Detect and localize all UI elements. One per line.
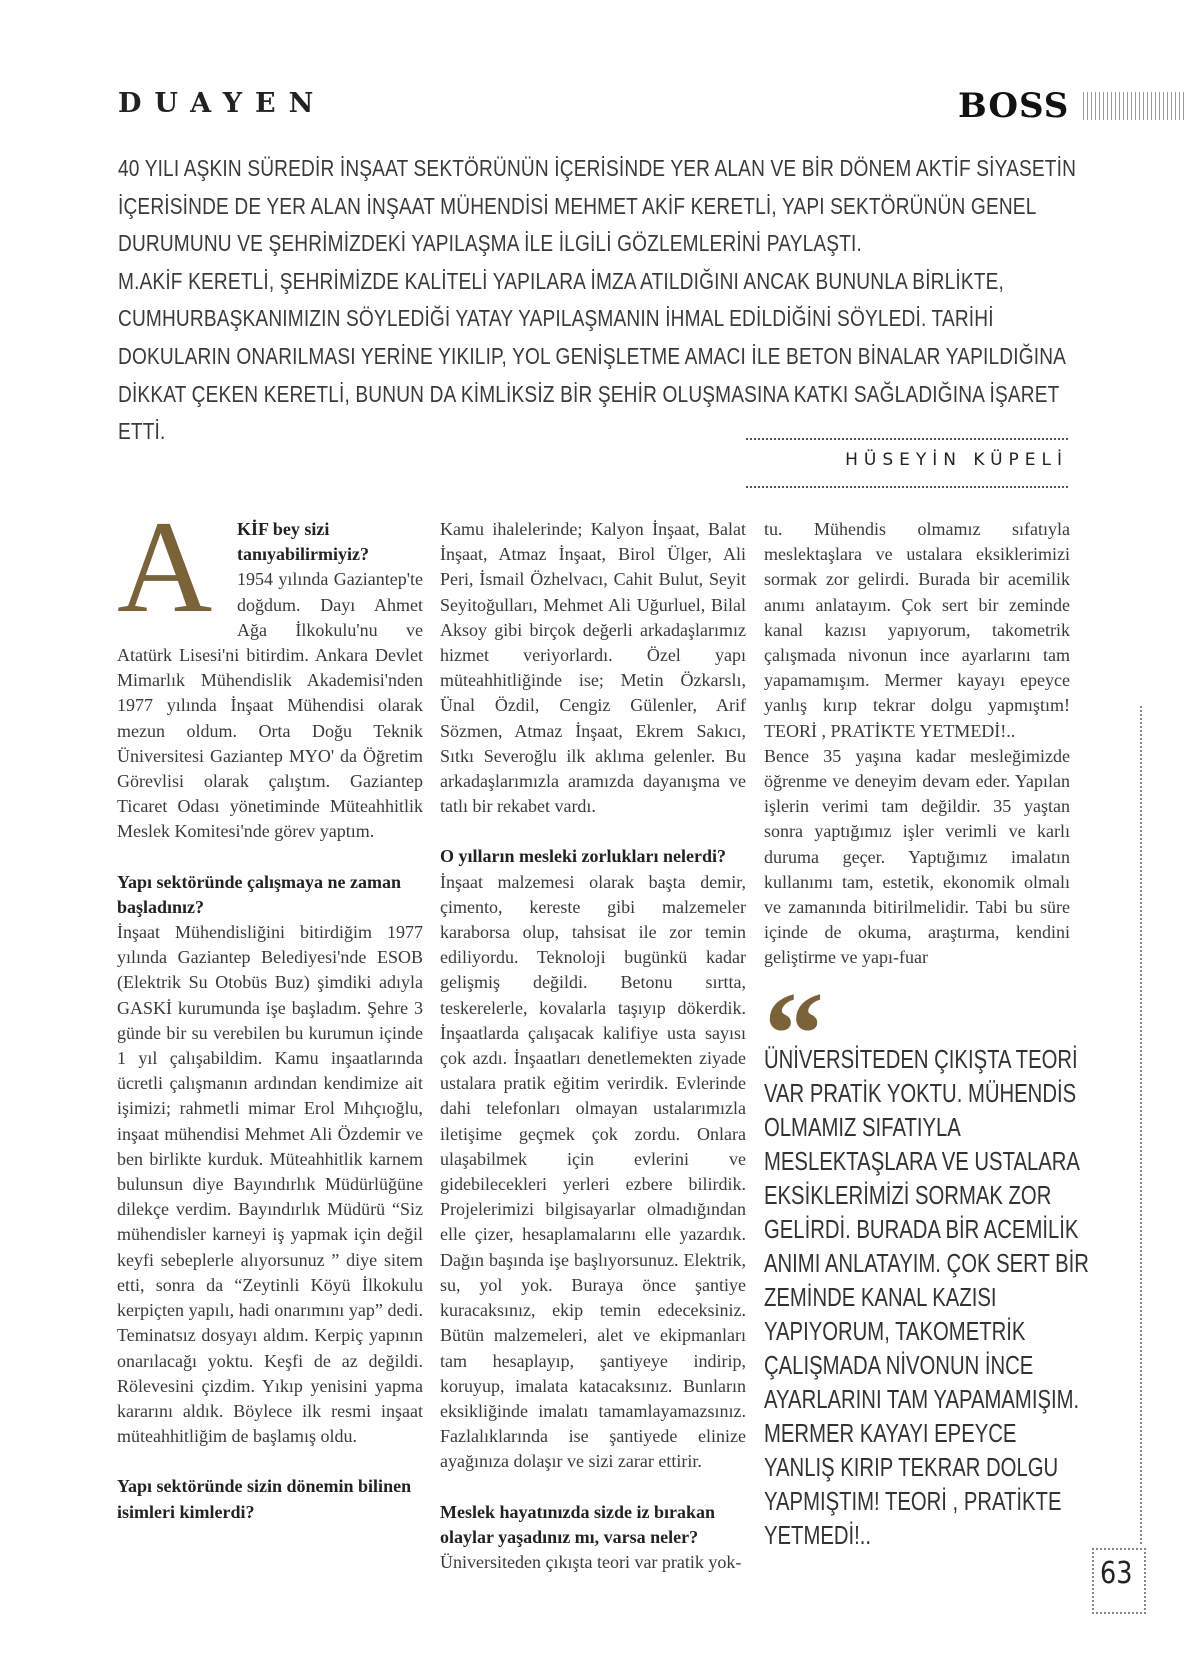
lead-paragraph: M.AKİF KERETLİ, ŞEHRİMİZDE KALİTELİ YAPILARA İMZA ATILDIĞINI ANCAK BUNUNLA BİRLİKTE, CUMHURBAŞKANIMIZIN SÖYLEDİĞİ YATAY YAPILAŞMANIN İHMAL EDİLDİĞİNİ SÖYLEDİ. TARİHİ DOKULARIN ONARILMASI YERİNE YIKILIP, YOL GENİŞLETME AMACI İLE BETON BİNALAR YAPILDIĞINA DİKKAT ÇEKEN KERETLİ, BUNUN DA KİMLİKSİZ BİR ŞEHİR OLUŞMASINA KATKI SAĞLADIĞINA İŞARET ETTİ.	[118, 267, 1065, 445]
article-column-3	[764, 517, 1070, 971]
author-name: HÜSEYİN KÜPELİ	[845, 450, 1068, 470]
interview-answer: tu. Mühendis olmamız sıfatıyla meslektaşlara ve ustalara eksiklerimizi sormak zor gelirdi. Burada bir acemilik anımı anlatayım. Çok sert bir zeminde kanal kazısı yapıyorum, takometrik çalışmada nivonun ince ayarlarını tam yapamamışım. Mermer kayayı epeyce yanlış kırıp tekrar dolgu yapmıştım! TEORİ , PRATİKTE YETMEDİ!..	[764, 519, 1070, 741]
interview-question: Yapı sektöründe çalışmaya ne zaman başladınız?	[117, 871, 402, 917]
interview-answer: Üniversiteden çıkışta teori var pratik yok-	[440, 1551, 742, 1572]
interview-answer: İnşaat malzemesi olarak başta demir, çimento, kereste gibi malzemeler karaborsa olup, tahsisat ile zor temin ediliyordu. Teknoloji bugünkü kadar gelişmiş değildi. Betonu sırtta, teskerelerle, kovalarla taşıyıp dökerdik. İnşaatlarda çalışacak kalifiye usta sayısı çok azdı. İnşaatları denetlemekten ziyade ustalara pratik eğitim verirdik. Evlerinde dahi telefonları olmayan ustalarımızla iletişime geçmek çok zordu. Onlara ulaşabilmek için evlerini ve gidebilecekleri yerleri ezbere bilirdik. Projelerimizi bilgisayarlar olmadığından elle çizer, hesaplamalarını elle yazardık. Dağın başında işe başlıyorsunuz. Elektrik, su, yol yok. Buraya önce şantiye kuracaksınız, ekip temin edeceksiniz. Bütün malzemeleri, alet ve ekipmanları tam hesaplayıp, şantiyeye indirip, koruyup, imalata katacaksınız. Bunların eksikliğinde imalatı tamamlayamazsınız. Fazlalıklarında ise şantiyede elinize ayağınıza dolaşır ve sizi zarar ettirir.	[440, 871, 746, 1472]
brand-logo: BOSS	[958, 86, 1070, 126]
interview-answer: İnşaat Mühendisliğini bitirdiğim 1977 yılında Gaziantep Belediyesi'nde ESOB (Elektrik Su Otobüs Buz) şimdiki adıyla GASKİ kurumunda işe başladım. Şehre 3 günde bir su verebilen bu kurumun içinde 1 yıl çalışabildim. Kamu inşaatlarında ücretli çalışmanın ardından kendimize ait işimizi; rahmetli mimar Erol Mıhçıoğlu, inşaat mühendisi Mehmet Ali Özdemir ve ben birlikte kurduk. Müteahhitlik karnem bulunsun diye Bayındırlık Müdürlüğüne dilekçe verdim. Bayındırlık Müdürü “Siz mühendisler karneyi iş yapmak için değil keyfi sebeplerle alıyorsunuz ” diye sitem etti, sonra da “Zeytinli Köyü İlkokulu kerpiçten yapılı, hadi onarımını yap” dedi. Teminatsız dosyayı aldım. Kerpiç yapının onarılacağı yoktu. Keşfi de az değildi. Rölevesini çizdim. Yıkıp yenisini yapma kararını aldık. Böylece ilk resmi inşaat müteahhitliğim de başlamış oldu.	[117, 922, 423, 1447]
interview-answer: Bence 35 yaşına kadar mesleğimizde öğrenme ve deneyim devam eder. Yapılan işlerin verimi tam değildir. 35 yaştan sonra yaptığımız işler verimli ve karlı duruma geçer. Yaptığımız imalatın kullanımı tam, estetik, ekonomik olmalı ve zamanında bitirilmelidir. Tabi bu süre içinde de okuma, araştırma, kendini geliştirme ve yapı-fuar	[764, 745, 1070, 968]
side-dotted-divider	[1140, 706, 1143, 1544]
interview-question: KİF bey sizi tanıyabilirmiyiz?	[237, 519, 369, 565]
author-byline	[746, 438, 1068, 488]
interview-question: O yılların mesleki zorlukları nelerdi?	[440, 846, 726, 867]
lead-intro	[118, 150, 1081, 451]
lead-paragraph: 40 YILI AŞKIN SÜREDİR İNŞAAT SEKTÖRÜNÜN İÇERİSİNDE YER ALAN VE BİR DÖNEM AKTİF SİYASETİN İÇERİSİNDE DE YER ALAN İNŞAAT MÜHENDİSİ MEHMET AKİF KERETLİ, YAPI SEKTÖRÜNÜN GENEL DURUMUNU VE ŞEHRİMİZDEKİ YAPILAŞMA İLE İLGİLİ GÖZLEMLERİNİ PAYLAŞTI.	[118, 155, 1077, 257]
quote-mark-icon: “	[764, 974, 824, 1044]
interview-answer: Kamu ihalelerinde; Kalyon İnşaat, Balat İnşaat, Atmaz İnşaat, Birol Ülger, Ali Peri, İsmail Özhelvacı, Cahit Bulut, Seyit Seyitoğulları, Mehmet Ali Uğurluel, Bilal Aksoy gibi birçok değerli arkadaşlarımız hizmet veriyorlardı. Özel yapı müteahhitliğinde ise; Metin Özkarslı, Ünal Özdil, Cengiz Gülenler, Arif Sözmen, Atmaz İnşaat, Ekrem Sakıcı, Sıtkı Severoğlu ilk aklıma gelenler. Bu arkadaşlarımızla aramızda dayanışma ve tatlı bir rekabet vardı.	[440, 519, 746, 817]
brand-stripe-decoration	[1083, 92, 1186, 120]
article-column-2	[440, 517, 746, 1575]
section-label: DUAYEN	[118, 88, 327, 119]
article-column-1	[117, 493, 423, 1525]
drop-cap: A	[117, 493, 213, 640]
interview-question: Meslek hayatınızda sizde iz bırakan olaylar yaşadınız mı, varsa neler?	[440, 1501, 716, 1547]
interview-question: Yapı sektöründe sizin dönemin bilinen isimleri kimlerdi?	[117, 1476, 412, 1522]
pull-quote: ÜNİVERSİTEDEN ÇIKIŞTA TEORİ VAR PRATİK YOKTU. MÜHENDİS OLMAMIZ SIFATIYLA MESLEKTAŞLARA VE USTALARA EKSİKLERİMİZİ SORMAK ZOR GELİRDİ. BURADA BİR ACEMİLİK ANIMI ANLATAYIM. ÇOK SERT BİR ZEMİNDE KANAL KAZISI YAPIYORUM, TAKOMETRİK ÇALIŞMADA NİVONUN İNCE AYARLARINI TAM YAPAMAMIŞIM. MERMER KAYAYI EPEYCE YANLIŞ KIRIP TEKRAR DOLGU YAPMIŞTIM! TEORİ , PRATİKTE YETMEDİ!..	[764, 1044, 1089, 1550]
page-number: 63	[1100, 1556, 1133, 1591]
interview-answer: 1954 yılında Gaziantep'te doğdum. Dayı Ahmet Ağa İlkokulu'nu ve Atatürk Lisesi'ni bitirdim. Ankara Devlet Mimarlık Mühendislik Akademisi'nden 1977 yılında İnşaat Mühendisi olarak mezun oldum. Orta Doğu Teknik Üniversitesi Gaziantep MYO' da Öğretim Görevlisi olarak çalıştım. Gaziantep Ticaret Odası yönetiminde Müteahhitlik Meslek Komitesi'nde görev yaptım.	[117, 569, 423, 842]
